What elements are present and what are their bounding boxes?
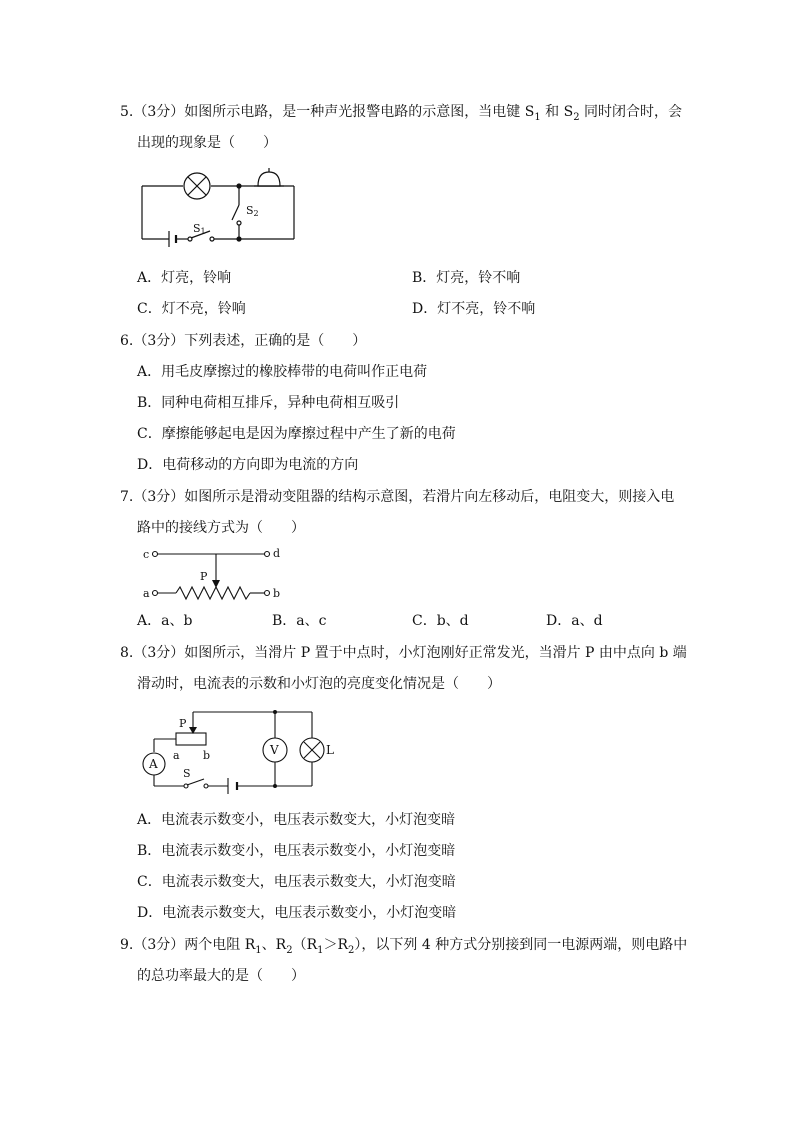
q8-score: （3分） [133, 645, 185, 661]
q7-label-p: P [200, 570, 208, 583]
q8-number: 8. [120, 645, 134, 661]
q5-score: （3分） [133, 104, 185, 120]
q6-option-b[interactable]: B．同种电荷相互排斥，异种电荷相互吸引 [137, 395, 400, 411]
battery-icon [228, 778, 237, 794]
q5-option-a[interactable]: A．灯亮，铃响 [137, 270, 232, 286]
q8-label-b: b [203, 749, 211, 762]
q5-option-b[interactable]: B．灯亮，铃不响 [412, 270, 521, 286]
q8-label-lamp: L [326, 743, 334, 757]
q6-stem: 6.（3分）下列表述，正确的是（ ） [120, 333, 367, 349]
q7-score: （3分） [133, 489, 185, 505]
q5-stem-line1: 5.（3分）如图所示电路，是一种声光报警电路的示意图，当电键 $S_1$ 和 $S_2$ 同时闭合时，会 [120, 104, 683, 123]
q8-label-ammeter: A [149, 757, 158, 771]
q8-option-a[interactable]: A．电流表示数变小，电压表示数变大，小灯泡变暗 [137, 812, 456, 828]
q5-stem-line2: 出现的现象是（ ） [137, 135, 277, 151]
q8-stem-line2: 滑动时，电流表的示数和小灯泡的亮度变化情况是（ ） [137, 676, 501, 692]
q7-label-b: b [273, 587, 281, 600]
q7-option-b[interactable]: B．a、c [272, 613, 327, 629]
q9-number: 9. [120, 937, 134, 953]
q7-stem-line2: 路中的接线方式为（ ） [137, 520, 305, 536]
lamp-icon [300, 738, 324, 762]
q7-number: 7. [120, 489, 134, 505]
q7-label-c: c [143, 548, 150, 561]
q8-label-p: P [179, 717, 187, 730]
q8-label-a: a [173, 749, 180, 762]
q7-stem-line1: 7.（3分）如图所示是滑动变阻器的结构示意图，若滑片向左移动后，电阻变大，则接入电 [120, 489, 675, 505]
q5-option-c[interactable]: C．灯不亮，铃响 [137, 301, 246, 317]
q6-option-d[interactable]: D．电荷移动的方向即为电流的方向 [137, 457, 359, 473]
q8-option-d[interactable]: D．电流表示数变大，电压表示数变小，小灯泡变暗 [137, 905, 457, 921]
q6-option-c[interactable]: C．摩擦能够起电是因为摩擦过程中产生了新的电荷 [137, 426, 456, 442]
q7-option-a[interactable]: A．a、b [137, 613, 193, 629]
q7-option-d[interactable]: D．a、d [546, 613, 603, 629]
q6-option-a[interactable]: A．用毛皮摩擦过的橡胶棒带的电荷叫作正电荷 [137, 364, 428, 380]
q8-option-b[interactable]: B．电流表示数变小，电压表示数变小，小灯泡变暗 [137, 843, 456, 859]
q7-label-a: a [143, 587, 150, 600]
q7-option-c[interactable]: C．b、d [412, 613, 469, 629]
q8-label-voltmeter: V [270, 743, 279, 757]
q7-label-d: d [273, 547, 281, 560]
q8-stem-line1: 8.（3分）如图所示，当滑片 P 置于中点时，小灯泡刚好正常发光，当滑片 P 由中点向 b 端 [120, 645, 687, 661]
q9-stem-line2: 的总功率最大的是（ ） [137, 968, 305, 984]
q5-label-s1: S1 [193, 222, 206, 236]
q5-label-s2: S2 [246, 204, 259, 218]
q8-option-c[interactable]: C．电流表示数变大，电压表示数变大，小灯泡变暗 [137, 874, 456, 890]
q5-option-d[interactable]: D．灯不亮，铃不响 [412, 301, 536, 317]
q6-number: 6. [120, 333, 134, 349]
q9-score: （3分） [133, 937, 185, 953]
switch-icon [184, 779, 208, 788]
q5-number: 5. [120, 104, 134, 120]
q8-label-switch: S [183, 767, 191, 780]
q6-score: （3分） [133, 333, 185, 349]
q9-stem-line1: 9.（3分）两个电阻 $R_1$、$R_2(R_1>R_2)$，以下列 4 种方式分别接到同一电源两端，则电路中 [120, 937, 688, 956]
